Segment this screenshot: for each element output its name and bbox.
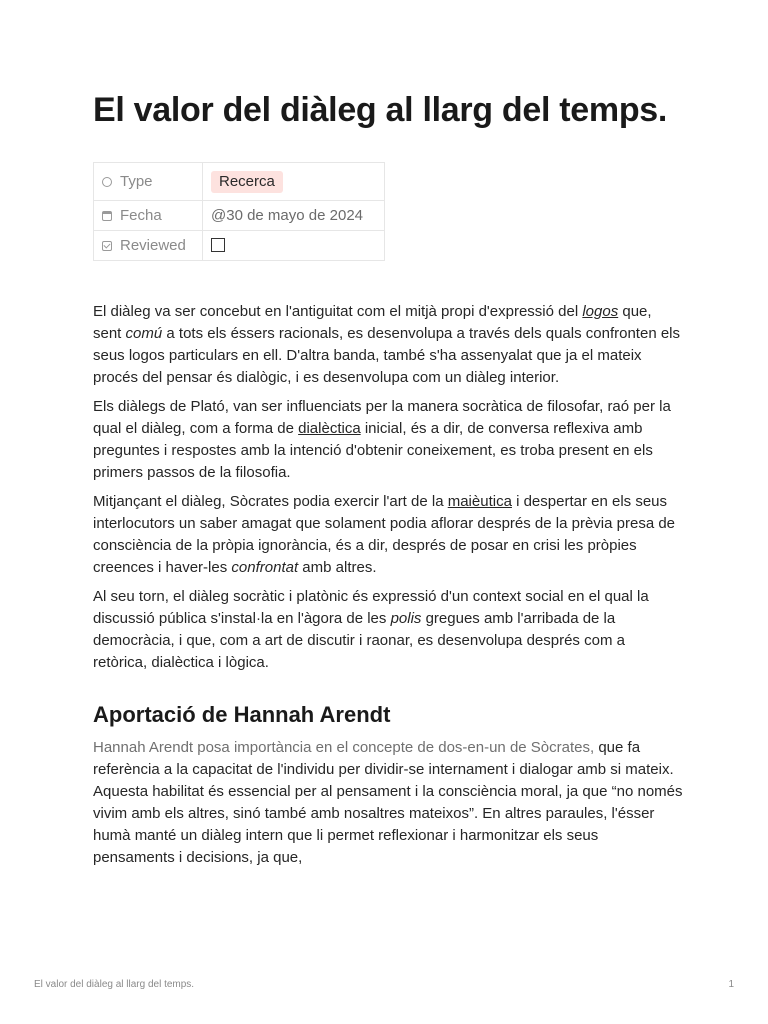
property-key-type [94, 163, 203, 201]
text-run: i despertar en els seus interlocutors un saber amagat que solament podia aflorar després de la prèvia presa de consciència de la pròpia ignorància, és a dir, després de posar en crisi les pròpies creences i haver-les [93, 493, 676, 576]
paragraph [93, 396, 683, 484]
text-run: Mitjançant el diàleg, Sòcrates podia exercir l'art de la [93, 493, 448, 510]
text-run: a tots els éssers racionals, es desenvolupa a través dels quals confronten els seus logos particulars en ell. D'altra banda, també s'ha assenyalat que ja el mateix procés del pensar és dialògic, i es desenvolupa com un diàleg interior. [93, 325, 681, 386]
property-row-reviewed [94, 231, 385, 261]
emphasis-comu: comú [125, 325, 163, 342]
link-dialectica[interactable]: dialèctica [298, 420, 361, 437]
type-tag[interactable]: Recerca [211, 171, 283, 193]
date-value[interactable]: @30 de mayo de 2024 [203, 201, 385, 231]
property-label: Type [120, 173, 153, 190]
reviewed-checkbox[interactable] [211, 238, 225, 252]
calendar-icon [102, 211, 112, 221]
property-row-type [94, 163, 385, 201]
text-run: Els diàlegs de Plató, van ser influenciats per la manera socràtica de filosofar, raó per la qual el diàleg, com a forma de [93, 398, 671, 437]
paragraph [93, 491, 683, 579]
section-heading: Aportació de Hannah Arendt [93, 702, 391, 727]
text-run: que fa referència a la capacitat de l'individu per dividir-se internament i dialogar amb si mateix. Aquesta habilitat és essencial per al pensament i la consciència moral, ja que “no només vivim amb els altres, sinó també amb nosaltres mateixos”. En altres paraules, l'ésser humà manté un diàleg intern que li permet reflexionar i harmonitzar els seus pensaments i decisions, ja que, [93, 739, 683, 866]
properties-table [93, 162, 385, 261]
text-run: El diàleg va ser concebut en l'antiguitat com el mitjà propi d'expressió del [93, 303, 583, 320]
property-label: Fecha [120, 207, 162, 224]
property-key-fecha [94, 201, 203, 231]
footer-title: El valor del diàleg al llarg del temps. [34, 979, 195, 990]
emphasis-confrontat: confrontat [231, 559, 299, 576]
text-run: gregues amb l'arribada de la democràcia, i que, com a art de discutir i raonar, es desenvolupa després com a retòrica, dialèctica i lògica. [93, 610, 625, 671]
emphasis-logos: logos [582, 303, 619, 320]
emphasis-polis: polis [390, 610, 422, 627]
property-key-reviewed [94, 231, 203, 261]
page-title: El valor del diàleg al llarg del temps. [93, 91, 668, 129]
text-run: Al seu torn, el diàleg socràtic i platònic és expressió d'un context social en el qual la discussió pública s'instal·la en l'àgora de les [93, 588, 649, 627]
text-run: que, sent [93, 303, 652, 342]
property-row-fecha [94, 201, 385, 231]
link-maieutica[interactable]: maièutica [447, 493, 512, 510]
text-run: amb altres. [298, 559, 377, 576]
page-footer [34, 979, 734, 990]
text-run: inicial, és a dir, de conversa reflexiva amb preguntes i respostes amb la intenció d'obtenir coneixement, es troba present en els primers passos de la filosofia. [93, 420, 653, 481]
paragraph [93, 301, 683, 389]
property-value-type[interactable] [203, 163, 385, 201]
page-number: 1 [728, 979, 734, 990]
property-label: Reviewed [120, 237, 186, 254]
text-run-muted: Hannah Arendt posa importància en el concepte de dos-en-un de Sòcrates, [93, 739, 595, 756]
document-page [93, 88, 683, 876]
checkbox-icon [102, 241, 112, 251]
property-value-reviewed [203, 231, 385, 261]
paragraph [93, 737, 683, 869]
document-body [93, 301, 683, 869]
paragraph [93, 586, 683, 674]
circle-chevron-icon [102, 177, 112, 187]
